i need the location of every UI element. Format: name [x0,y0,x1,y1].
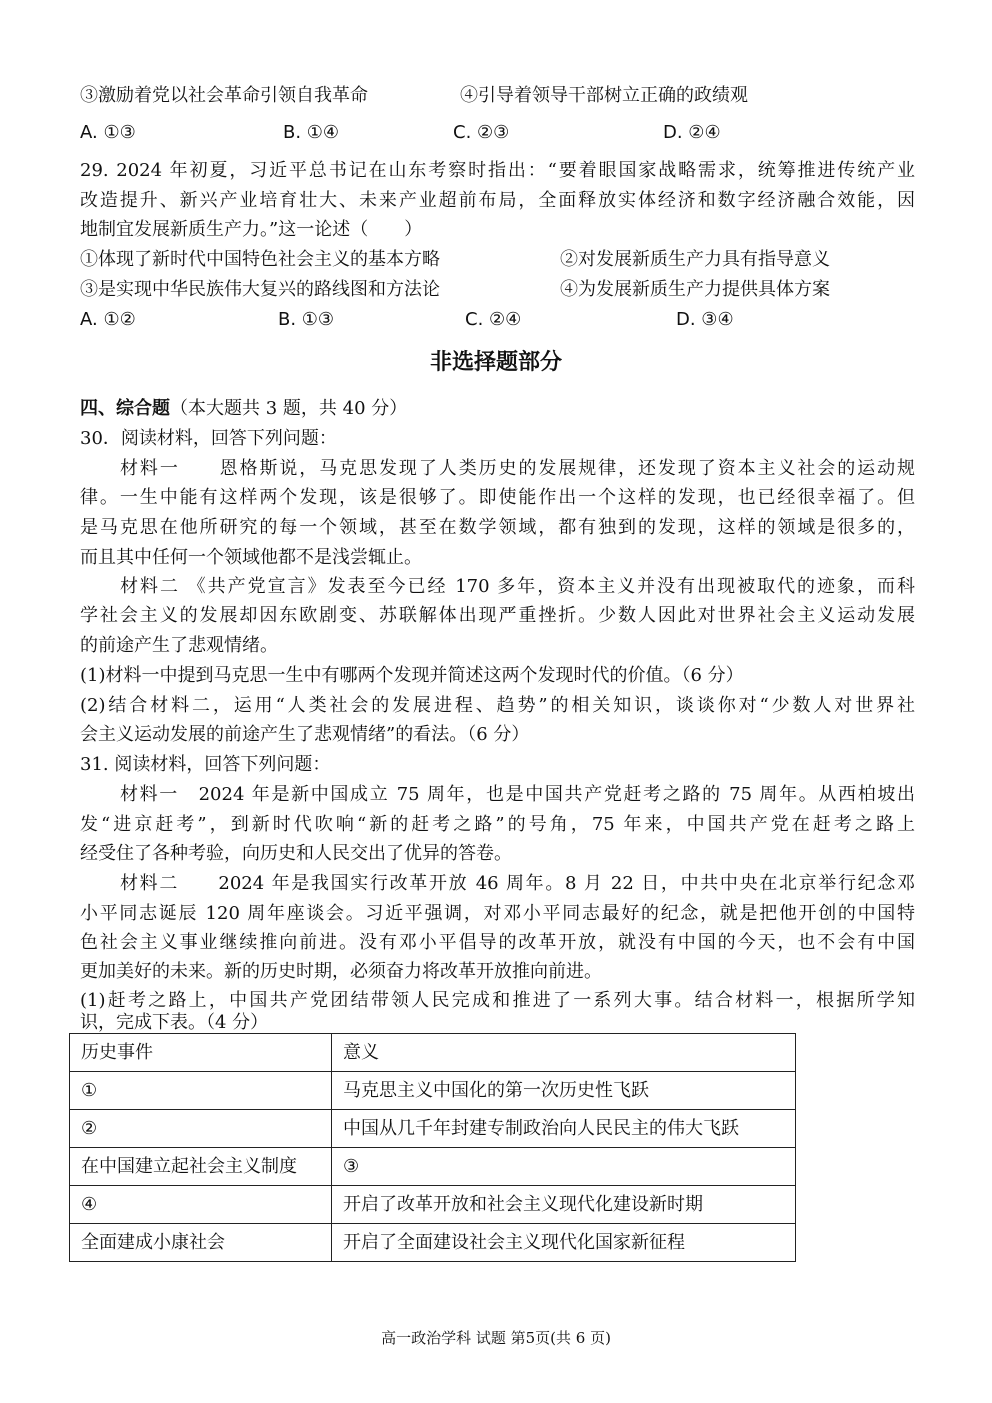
history-events-table [69,1033,796,1262]
table-row [70,1110,796,1148]
q31-material-2-line: 更加美好的未来。新的历史时期，必须奋力将改革开放推向前进。 [80,961,602,982]
table-header-row [70,1034,796,1072]
q31-material-2-line: 小平同志诞辰 120 周年座谈会。习近平强调，对邓小平同志最好的纪念，就是把他开创的中国特 [80,903,915,924]
section-title: 非选择题部分 [429,350,562,375]
q30-intro: 30．阅读材料，回答下列问题： [80,428,337,449]
q31-material-2-line: 色社会主义事业继续推向前进。没有邓小平倡导的改革开放，就没有中国的今天，也不会有中国 [80,932,915,953]
q31-intro: 31. 阅读材料，回答下列问题： [80,754,331,775]
q29-answer-b: B. ①③ [278,309,335,330]
table-header-cell: 意义 [332,1034,796,1072]
table-cell-significance: 开启了全面建设社会主义现代化国家新征程 [332,1224,796,1262]
table-row [70,1186,796,1224]
q31-material-2-line: 材料二 2024 年是我国实行改革开放 46 周年。8 月 22 日，中共中央在北京举行纪念邓 [120,873,915,894]
q30-material-1-line: 是马克思在他所研究的每一个领域，甚至在数学领域，都有独到的发现，这样的领域是很多的， [80,517,915,538]
q29-answer-a: A. ①② [80,309,136,330]
q29-option-4: ④为发展新质生产力提供具体方案 [560,279,830,300]
q29-option-2: ②对发展新质生产力具有指导意义 [560,249,830,270]
q31-question-1-line: 识，完成下表。（4 分） [80,1012,269,1033]
q31-material-1-line: 发“进京赶考”，到新时代吹响“新的赶考之路”的号角，75 年来，中国共产党在赶考之路上 [80,814,915,835]
table-cell-event: ② [70,1110,332,1148]
q29-stem-line: 29. 2024 年初夏，习近平总书记在山东考察时指出：“要着眼国家战略需求，统筹推进传统产业 [80,160,915,181]
q30-material-2-line: 材料二 《共产党宣言》发表至今已经 170 多年，资本主义并没有出现被取代的迹象，而科 [120,576,915,597]
q30-material-1-line: 材料一 恩格斯说，马克思发现了人类历史的发展规律，还发现了资本主义社会的运动规 [120,458,915,479]
q31-material-1-line: 经受住了各种考验，向历史和人民交出了优异的答卷。 [80,843,512,864]
q30-material-2-line: 学社会主义的发展却因东欧剧变、苏联解体出现严重挫折。少数人因此对世界社会主义运动发展 [80,605,915,626]
page-footer: 高一政治学科 试题 第5页(共 6 页) [381,1329,611,1347]
q28-answer-a: A. ①③ [80,122,136,143]
q29-answer-d: D. ③④ [676,309,734,330]
q29-stem-line: 改造提升、新兴产业培育壮大、未来产业超前布局，全面释放实体经济和数字经济融合效能，因 [80,190,915,211]
table-cell-significance: 开启了改革开放和社会主义现代化建设新时期 [332,1186,796,1224]
part4-title: 四、综合题 [80,398,170,419]
q28-answer-b: B. ①④ [283,122,340,143]
table-row [70,1224,796,1262]
q28-answer-d: D. ②④ [663,122,721,143]
table-cell-event: ④ [70,1186,332,1224]
q29-option-1: ①体现了新时代中国特色社会主义的基本方略 [80,249,440,270]
part4-heading [80,395,915,423]
table-cell-event: 在中国建立起社会主义制度 [70,1148,332,1186]
table-header-cell: 历史事件 [70,1034,332,1072]
table-cell-significance: ③ [332,1148,796,1186]
table-cell-event: 全面建成小康社会 [70,1224,332,1262]
q28-option-4: ④引导着领导干部树立正确的政绩观 [460,85,748,106]
table-cell-significance: 马克思主义中国化的第一次历史性飞跃 [332,1072,796,1110]
q30-question-2-line: 会主义运动发展的前途产生了悲观情绪”的看法。（6 分） [80,724,530,745]
q31-question-1-line: (1)赶考之路上，中国共产党团结带领人民完成和推进了一系列大事。结合材料一，根据所学知 [80,990,915,1011]
table-cell-significance: 中国从几千年封建专制政治向人民民主的伟大飞跃 [332,1110,796,1148]
q30-material-1-line: 律。一生中能有这样两个发现，该是很够了。即使能作出一个这样的发现，也已经很幸福了。但 [80,487,915,508]
q28-option-3: ③激励着党以社会革命引领自我革命 [80,85,368,106]
q29-answer-c: C. ②④ [465,309,522,330]
table-row [70,1072,796,1110]
table-row [70,1148,796,1186]
q28-answer-c: C. ②③ [453,122,510,143]
table-cell-event: ① [70,1072,332,1110]
q31-material-1-line: 材料一 2024 年是新中国成立 75 周年，也是中国共产党赶考之路的 75 周年。从西柏坡出 [120,784,915,805]
q29-option-3: ③是实现中华民族伟大复兴的路线图和方法论 [80,279,440,300]
q30-material-1-line: 而且其中任何一个领域他都不是浅尝辄止。 [80,547,422,568]
q30-question-1: (1)材料一中提到马克思一生中有哪两个发现并简述这两个发现时代的价值。（6 分） [80,665,744,686]
q30-material-2-line: 的前途产生了悲观情绪。 [80,635,278,656]
part4-note: （本大题共 3 题，共 40 分） [170,398,408,419]
q30-question-2-line: (2)结合材料二，运用“人类社会的发展进程、趋势”的相关知识，谈谈你对“少数人对世界社 [80,695,915,716]
q29-stem-line: 地制宜发展新质生产力。”这一论述（ ） [80,219,423,240]
